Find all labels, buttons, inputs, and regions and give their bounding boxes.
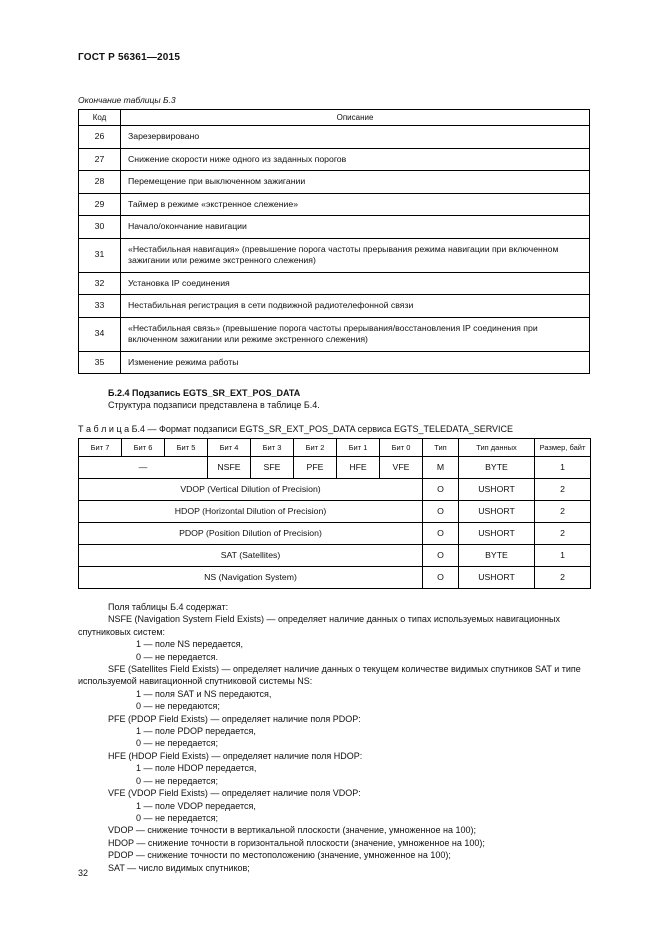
note-line: 0 — не передается; bbox=[136, 738, 219, 749]
note-line: VDOP — снижение точности в вертикальной плоскости (значение, умноженное на 100); bbox=[108, 825, 476, 836]
description-cell: Зарезервировано bbox=[121, 126, 590, 149]
table-row bbox=[79, 523, 591, 545]
note-line: SAT — число видимых спутников; bbox=[108, 862, 250, 873]
header-bit5: Бит 5 bbox=[165, 439, 208, 457]
note-line: VFE (VDOP Field Exists) — определяет наличие поля VDOP: bbox=[108, 788, 361, 799]
note-line: SFE (Satellites Field Exists) — определяет наличие данных о текущем количестве видимых спутников SAT и типе используемой навигационной спутниковой системы NS: bbox=[78, 664, 581, 687]
code-cell: 31 bbox=[79, 238, 121, 272]
code-cell: 34 bbox=[79, 317, 121, 351]
size-cell: 2 bbox=[535, 501, 591, 523]
table-row bbox=[79, 171, 590, 194]
header-bit3: Бит 3 bbox=[251, 439, 294, 457]
size-cell: 2 bbox=[535, 479, 591, 501]
note-line: 1 — поля SAT и NS передаются, bbox=[136, 688, 272, 699]
field-name-cell: PDOP (Position Dilution of Precision) bbox=[79, 523, 423, 545]
code-cell: 35 bbox=[79, 351, 121, 374]
table-row bbox=[79, 479, 591, 501]
size-cell: 2 bbox=[535, 567, 591, 589]
header-bit6: Бит 6 bbox=[122, 439, 165, 457]
header-bit4: Бит 4 bbox=[208, 439, 251, 457]
code-cell: 30 bbox=[79, 216, 121, 239]
note-line: 0 — не передается; bbox=[136, 775, 219, 786]
header-bit1: Бит 1 bbox=[337, 439, 380, 457]
field-name-cell: VDOP (Vertical Dilution of Precision) bbox=[79, 479, 423, 501]
code-cell: 33 bbox=[79, 295, 121, 318]
description-cell: Установка IP соединения bbox=[121, 272, 590, 295]
table-b4-header-row bbox=[79, 439, 591, 457]
table-b3-header-description: Описание bbox=[121, 110, 590, 126]
code-cell: 29 bbox=[79, 193, 121, 216]
note-line: 1 — поле VDOP передается, bbox=[136, 800, 256, 811]
bit-flag-cell: SFE bbox=[251, 457, 294, 479]
note-line: PDOP — снижение точности по местоположению (значение, умноженное на 100); bbox=[108, 850, 451, 861]
code-cell: 32 bbox=[79, 272, 121, 295]
table-row bbox=[79, 216, 590, 239]
data-type-cell: BYTE bbox=[459, 545, 535, 567]
bit-flag-cell: PFE bbox=[294, 457, 337, 479]
page-content bbox=[78, 52, 590, 874]
description-cell: Перемещение при выключенном зажигании bbox=[121, 171, 590, 194]
note-line: NSFE (Navigation System Field Exists) — определяет наличие данных о типах используемых навигационных спутниковых систем: bbox=[78, 614, 561, 637]
header-data-type: Тип данных bbox=[459, 439, 535, 457]
note-line: 0 — не передаются; bbox=[136, 701, 220, 712]
type-cell: М bbox=[423, 457, 459, 479]
data-type-cell: USHORT bbox=[459, 567, 535, 589]
note-line: 1 — поле HDOP передается, bbox=[136, 763, 257, 774]
table-b3-header-code: Код bbox=[79, 110, 121, 126]
table-b3-continuation-caption: Окончание таблицы Б.3 bbox=[78, 95, 176, 105]
table-row bbox=[79, 295, 590, 318]
data-type-cell: USHORT bbox=[459, 501, 535, 523]
header-bit0: Бит 0 bbox=[380, 439, 423, 457]
bit-flag-cell: VFE bbox=[380, 457, 423, 479]
bit-flag-cell: NSFE bbox=[208, 457, 251, 479]
note-line: Поля таблицы Б.4 содержат: bbox=[108, 602, 229, 612]
note-line: 1 — поле NS передается, bbox=[136, 639, 243, 650]
note-line: 1 — поле PDOP передается, bbox=[136, 726, 256, 737]
type-cell: O bbox=[423, 501, 459, 523]
doc-code: ГОСТ Р 56361—2015 bbox=[78, 52, 181, 63]
code-cell: 26 bbox=[79, 126, 121, 149]
field-name-cell: NS (Navigation System) bbox=[79, 567, 423, 589]
description-cell: Нестабильная регистрация в сети подвижной радиотелефонной связи bbox=[121, 295, 590, 318]
table-row bbox=[79, 545, 591, 567]
table-row bbox=[79, 317, 590, 351]
header-bit7: Бит 7 bbox=[79, 439, 122, 457]
description-cell: Начало/окончание навигации bbox=[121, 216, 590, 239]
page-number: 32 bbox=[78, 868, 89, 878]
header-type: Тип bbox=[423, 439, 459, 457]
table-b3 bbox=[78, 109, 590, 374]
description-cell: Изменение режима работы bbox=[121, 351, 590, 374]
table-row bbox=[79, 272, 590, 295]
field-notes bbox=[78, 601, 590, 874]
size-cell: 1 bbox=[535, 545, 591, 567]
type-cell: O bbox=[423, 545, 459, 567]
bit-flag-cell: HFE bbox=[337, 457, 380, 479]
table-row bbox=[79, 238, 590, 272]
table-b4-caption: Т а б л и ц а Б.4 — Формат подзаписи EGTS_SR_EXT_POS_DATA сервиса EGTS_TELEDATA_SERVICE bbox=[78, 424, 514, 434]
type-cell: O bbox=[423, 523, 459, 545]
code-cell: 28 bbox=[79, 171, 121, 194]
data-type-cell: USHORT bbox=[459, 479, 535, 501]
table-b3-header-row bbox=[79, 110, 590, 126]
note-line: 0 — не передается. bbox=[136, 651, 219, 662]
table-row bbox=[79, 126, 590, 149]
header-bit2: Бит 2 bbox=[294, 439, 337, 457]
note-line: HFE (HDOP Field Exists) — определяет наличие поля HDOP: bbox=[108, 750, 363, 761]
size-cell: 1 bbox=[535, 457, 591, 479]
reserved-bits-cell: — bbox=[79, 457, 208, 479]
note-line: 0 — не передается; bbox=[136, 812, 219, 823]
size-cell: 2 bbox=[535, 523, 591, 545]
table-row bbox=[79, 501, 591, 523]
data-type-cell: BYTE bbox=[459, 457, 535, 479]
description-cell: «Нестабильная навигация» (превышение порога частоты прерывания режима навигации при включенном зажигании или режиме экстренного слежения) bbox=[121, 238, 590, 272]
type-cell: O bbox=[423, 479, 459, 501]
data-type-cell: USHORT bbox=[459, 523, 535, 545]
header-size: Размер, байт bbox=[535, 439, 591, 457]
field-name-cell: HDOP (Horizontal Dilution of Precision) bbox=[79, 501, 423, 523]
table-row bbox=[79, 351, 590, 374]
field-name-cell: SAT (Satellites) bbox=[79, 545, 423, 567]
description-cell: «Нестабильная связь» (превышение порога частоты прерывания/восстановления IP соединения при включенном зажигании или режиме экстренного слежения) bbox=[121, 317, 590, 351]
description-cell: Таймер в режиме «экстренное слежение» bbox=[121, 193, 590, 216]
table-b4 bbox=[78, 438, 591, 589]
description-cell: Снижение скорости ниже одного из заданных порогов bbox=[121, 148, 590, 171]
code-cell: 27 bbox=[79, 148, 121, 171]
note-line: HDOP — снижение точности в горизонтальной плоскости (значение, умноженное на 100); bbox=[108, 837, 485, 848]
table-row bbox=[79, 567, 591, 589]
table-row bbox=[79, 148, 590, 171]
section-intro: Структура подзаписи представлена в таблице Б.4. bbox=[108, 400, 320, 410]
table-row bbox=[79, 193, 590, 216]
section-heading: Б.2.4 Подзапись EGTS_SR_EXT_POS_DATA bbox=[108, 388, 301, 398]
table-row bbox=[79, 457, 591, 479]
note-line: PFE (PDOP Field Exists) — определяет наличие поля PDOP: bbox=[108, 713, 361, 724]
type-cell: O bbox=[423, 567, 459, 589]
